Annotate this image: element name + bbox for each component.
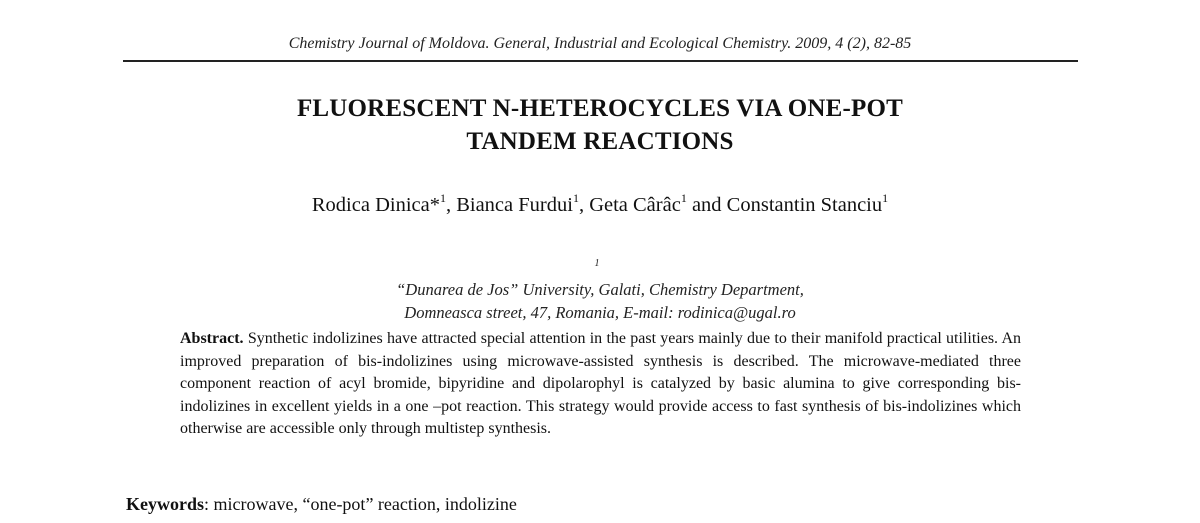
author-separator: , (445, 194, 457, 216)
abstract (180, 328, 1021, 441)
author-affiliation-mark: 1 (572, 191, 579, 205)
affiliation-line-1 (0, 255, 1200, 301)
affiliation-line-2: Domneasca street, 47, Romania, E-mail: rodinica@ugal.ro (404, 303, 796, 322)
abstract-text: Synthetic indolizines have attracted special attention in the past years mainly due to their manifold practical utilities. An improved preparation of bis-indolizines using microwave-assisted synthesis is described. The microwave-mediated three component reaction of acyl bromide, bipyridine and dipolarophyl is catalyzed by basic alumina to give corresponding bis-indolizines in excellent yields in a one –pot reaction. This strategy would provide access to fast synthesis of bis-indolizines which otherwise are accessible only through multistep synthesis. (180, 330, 1021, 438)
paper-title-line-1: FLUORESCENT N-HETEROCYCLES VIA ONE-POT (296, 95, 904, 122)
author-name: Geta Cârâc (589, 194, 681, 216)
author-name: Constantin Stanciu (726, 194, 883, 216)
keywords-text: : microwave, “one-pot” reaction, indolizine (204, 494, 517, 514)
author-affiliation-mark: 1 (680, 191, 687, 205)
author-name: Rodica Dinica* (311, 194, 440, 216)
keywords-label: Keywords (126, 494, 204, 514)
author-name: Bianca Furdui (456, 194, 573, 216)
affiliation (0, 255, 1200, 324)
abstract-label: Abstract. (180, 330, 244, 347)
affiliation-mark: 1 (594, 258, 600, 269)
header-rule (123, 60, 1078, 62)
author-list (0, 191, 1200, 217)
author-affiliation-mark: 1 (439, 191, 446, 205)
author-affiliation-mark: 1 (882, 191, 889, 205)
paper-title-line-2: TANDEM REACTIONS (466, 128, 734, 155)
affiliation-text-1: “Dunarea de Jos” University, Galati, Chemistry Department, (396, 280, 804, 299)
author-separator: , (578, 194, 590, 216)
journal-header: Chemistry Journal of Moldova. General, Industrial and Ecological Chemistry. 2009, 4 (2), 82-85 (288, 35, 912, 52)
author-separator: and (686, 194, 727, 216)
keywords (126, 494, 517, 515)
paper-title (0, 92, 1200, 158)
